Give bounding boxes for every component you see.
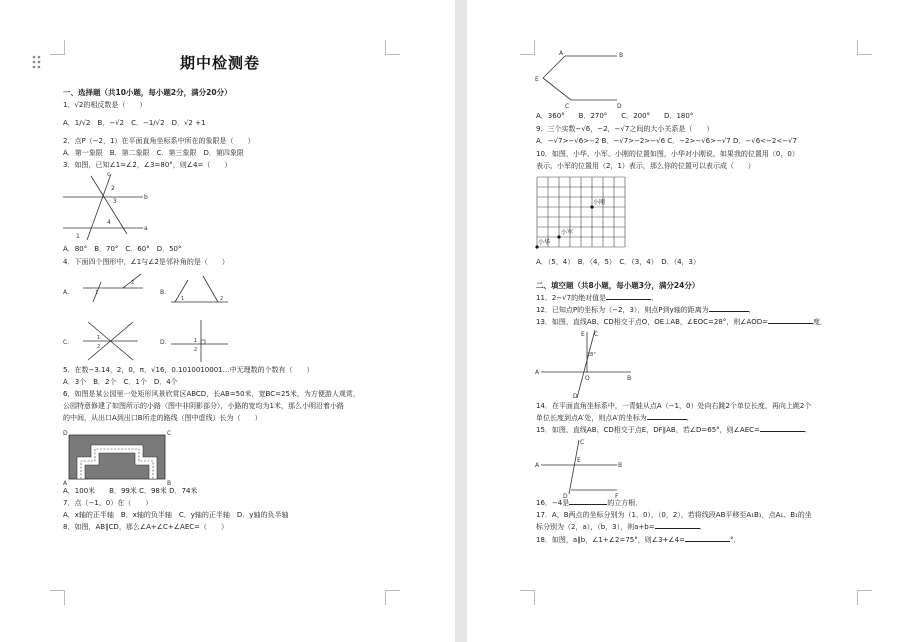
q4-angle-label: 2 [131, 280, 135, 286]
page-title: 期中检测卷 [180, 54, 261, 72]
q6-corner-label: C [167, 430, 172, 437]
question-13-unit: 度． [812, 318, 827, 326]
q15-point-label: B [618, 462, 623, 469]
question-18: 18．如图，a∥b，∠1+∠2=75°，则∠3+∠4= °． [536, 536, 741, 544]
q8-point-label: D [617, 103, 622, 110]
q13-point-label: C [594, 331, 599, 338]
crop-mark [520, 590, 535, 605]
question-14: 14．在平面直角坐标系中，一青蛙从点A（−1，0）处向右跳2个单位长度，再向上跳2个 [536, 402, 812, 410]
question-10: 10．如图，小华、小军、小刚的位置如图，小华对小刚说，如果我的位置用（0，0） [536, 150, 799, 158]
left-page [0, 0, 455, 642]
q6-corner-label: D [63, 430, 68, 437]
answer-blank[interactable] [647, 419, 687, 420]
question-17: 标分别为（2，a），（b，3），则a+b= ． [536, 523, 707, 531]
q13-figure [535, 328, 635, 400]
question-6: 6．如图是某公园里一处矩形风景欣赏区ABCD，长AB=50米，宽BC=25米，为方便游人观赏， [63, 390, 360, 398]
q13-point-label: A [535, 369, 540, 376]
question-9: 9．三个实数−√6，−2，−√7之间的大小关系是（ ） [536, 125, 714, 133]
answer-blank[interactable] [569, 504, 607, 505]
q6-corner-label: A [63, 480, 68, 487]
question-3: 3．如图，已知∠1=∠2，∠3=80°，则∠4=（ ） [63, 161, 232, 169]
q13-point-label: O [585, 375, 590, 382]
answer-blank[interactable] [768, 323, 813, 324]
crop-mark [385, 40, 400, 55]
question-11: 11．2−√7的绝对值是 ． [536, 294, 659, 302]
question-2-options: A．第一象限 B．第二象限 C．第三象限 D．第四象限 [63, 149, 244, 157]
q4-option-b: B. [160, 289, 167, 296]
q4-angle-label: 2 [97, 344, 101, 350]
q6-corner-label: B [167, 480, 172, 487]
question-12-text: 12．已知点P的坐标为（−2，3），则点P到y轴的距离为 [536, 306, 709, 314]
question-9-options: A．−√7>−√6>−2 B．−√7>−2>−√6 C．−2>−√6>−√7 D．−√6<−2<−√7 [536, 137, 797, 145]
question-8: 8．如图，AB∥CD，那么∠A+∠C+∠AEC=（ ） [63, 523, 229, 531]
q13-angle-label: 28° [587, 352, 596, 358]
q13-point-label: E [581, 331, 585, 338]
answer-blank[interactable] [760, 431, 805, 432]
question-14-text: 单位长度到点A′处，则点A′的坐标为 [536, 414, 647, 422]
q10-label: 小华 [538, 239, 551, 246]
question-6-options: A．100米 B．99米 C．98米 D．74米 [63, 487, 198, 495]
q8-point-label: A [559, 50, 564, 57]
q8-figure [535, 48, 630, 110]
q4-angle-label: 1 [181, 296, 185, 302]
q3-figure [63, 170, 148, 242]
q3-label: 3 [113, 198, 117, 205]
question-5: 5．在数−3.14，2，0，π，√16，0.1010010001…中无理数的个数有（ ） [63, 366, 314, 374]
answer-blank[interactable] [685, 541, 730, 542]
question-16 [536, 499, 642, 508]
q15-point-label: D [563, 493, 568, 500]
q6-figure [63, 427, 173, 487]
drag-handle-icon[interactable] [32, 55, 42, 69]
crop-mark [857, 40, 872, 55]
question-1: 1．√2的相反数是（ ） [63, 101, 147, 109]
q3-label: 4 [107, 219, 111, 226]
question-12: 12．已知点P的坐标为（−2，3），则点P到y轴的距离为 ． [536, 306, 756, 314]
question-7: 7．点（−1，0）在（ ） [63, 499, 153, 507]
q4-angle-label: 1 [97, 335, 101, 341]
question-2: 2．点P（−2，1）在平面直角坐标系中所在的象限是（ ） [63, 137, 255, 145]
question-4: 4．下面四个图形中，∠1与∠2是邻补角的是（ ） [63, 258, 229, 266]
question-15-text: 15．如图，直线AB、CD相交于点E，DF∥AB，若∠D=65°，则∠AEC= [536, 426, 760, 434]
q15-point-label: A [535, 462, 540, 469]
q10-grid-figure [537, 177, 627, 249]
q4-angle-label: 2 [194, 347, 198, 353]
q15-point-label: E [577, 457, 581, 464]
q8-point-label: C [565, 103, 570, 110]
question-16-text: 的立方根． [607, 499, 643, 507]
q3-label: 1 [76, 233, 80, 240]
question-13-text: 13．如图，直线AB、CD相交于点O，OE⊥AB，∠EOC=28°，则∠AOD= [536, 318, 768, 326]
page-gutter [455, 0, 467, 642]
question-10: 表示，小军的位置用（2，1）表示，那么你的位置可以表示成（ ） [536, 162, 755, 170]
q4-option-c: C. [63, 339, 70, 346]
q13-point-label: D [573, 393, 578, 400]
question-17: 17．A，B两点的坐标分别为（1，0），（0，2），若将线段AB平移至A₁B₁，点A₁、B₁的坐 [536, 511, 812, 519]
q4-option-a: A. [63, 289, 69, 296]
section-heading: 二、填空题（共8小题，每小题3分，满分24分） [536, 281, 700, 290]
q3-label: c [107, 171, 111, 178]
q8-point-label: E [535, 76, 539, 83]
q4-angle-label: 2 [220, 296, 224, 302]
q4-angle-label: 1 [95, 290, 99, 296]
q8-point-label: B [619, 52, 624, 59]
q4-figures [63, 272, 243, 362]
question-15: 15．如图，直线AB、CD相交于点E，DF∥AB，若∠D=65°，则∠AEC= ． [536, 426, 812, 434]
question-18-text: 18．如图，a∥b，∠1+∠2=75°，则∠3+∠4= [536, 536, 685, 544]
crop-mark [857, 590, 872, 605]
question-7-options: A．x轴的正半轴 B．x轴的负半轴 C．y轴的正半轴 D．y轴的负半轴 [63, 511, 289, 519]
q4-angle-label: 1 [194, 338, 198, 344]
section-heading: 一、选择题（共10小题，每小题2分，满分20分） [63, 88, 232, 97]
question-13 [536, 318, 827, 327]
q15-figure [535, 438, 625, 500]
q13-point-label: B [627, 375, 632, 382]
crop-mark [520, 40, 535, 55]
question-14: 单位长度到点A′处，则点A′的坐标为 ． [536, 414, 694, 422]
q3-label: b [144, 194, 148, 201]
answer-blank[interactable] [655, 528, 700, 529]
crop-mark [50, 590, 65, 605]
answer-blank[interactable] [606, 299, 651, 300]
q3-label: a [144, 225, 148, 232]
question-16-text: 16．−4是 [536, 499, 570, 507]
question-1-options: A．1/√2 B．−√2 C．−1/√2 D．√2 +1 [63, 119, 206, 127]
q3-label: 2 [111, 185, 115, 192]
question-6: 的中间，从出口A到出口B所走的路线（图中虚线）长为（ ） [63, 414, 262, 422]
answer-blank[interactable] [709, 311, 749, 312]
question-8-options: A．360° B．270° C．200° D．180° [536, 112, 694, 120]
question-17-text: 标分别为（2，a），（b，3），则a+b= [536, 523, 655, 531]
crop-mark [50, 40, 65, 55]
question-11-text: 11．2−√7的绝对值是 [536, 294, 607, 302]
question-10-options: A．（5，4） B．（4，5） C．（3，4） D．（4，3） [536, 258, 700, 266]
q4-option-d: D. [160, 339, 167, 346]
q10-label: 小军 [561, 229, 574, 236]
q10-label: 小刚 [593, 199, 606, 206]
question-6: 公园特意修建了如图所示的小路（图中非阴影部分），小路的宽均为1米，那么小明沿着小路 [63, 402, 344, 410]
q15-point-label: F [615, 493, 619, 500]
question-3-options: A．80° B．70° C．60° D．50° [63, 245, 182, 253]
right-page [467, 0, 924, 642]
q15-point-label: C [580, 439, 585, 446]
question-5-options: A．3个 B．2个 C．1个 D．4个 [63, 378, 178, 386]
crop-mark [385, 590, 400, 605]
